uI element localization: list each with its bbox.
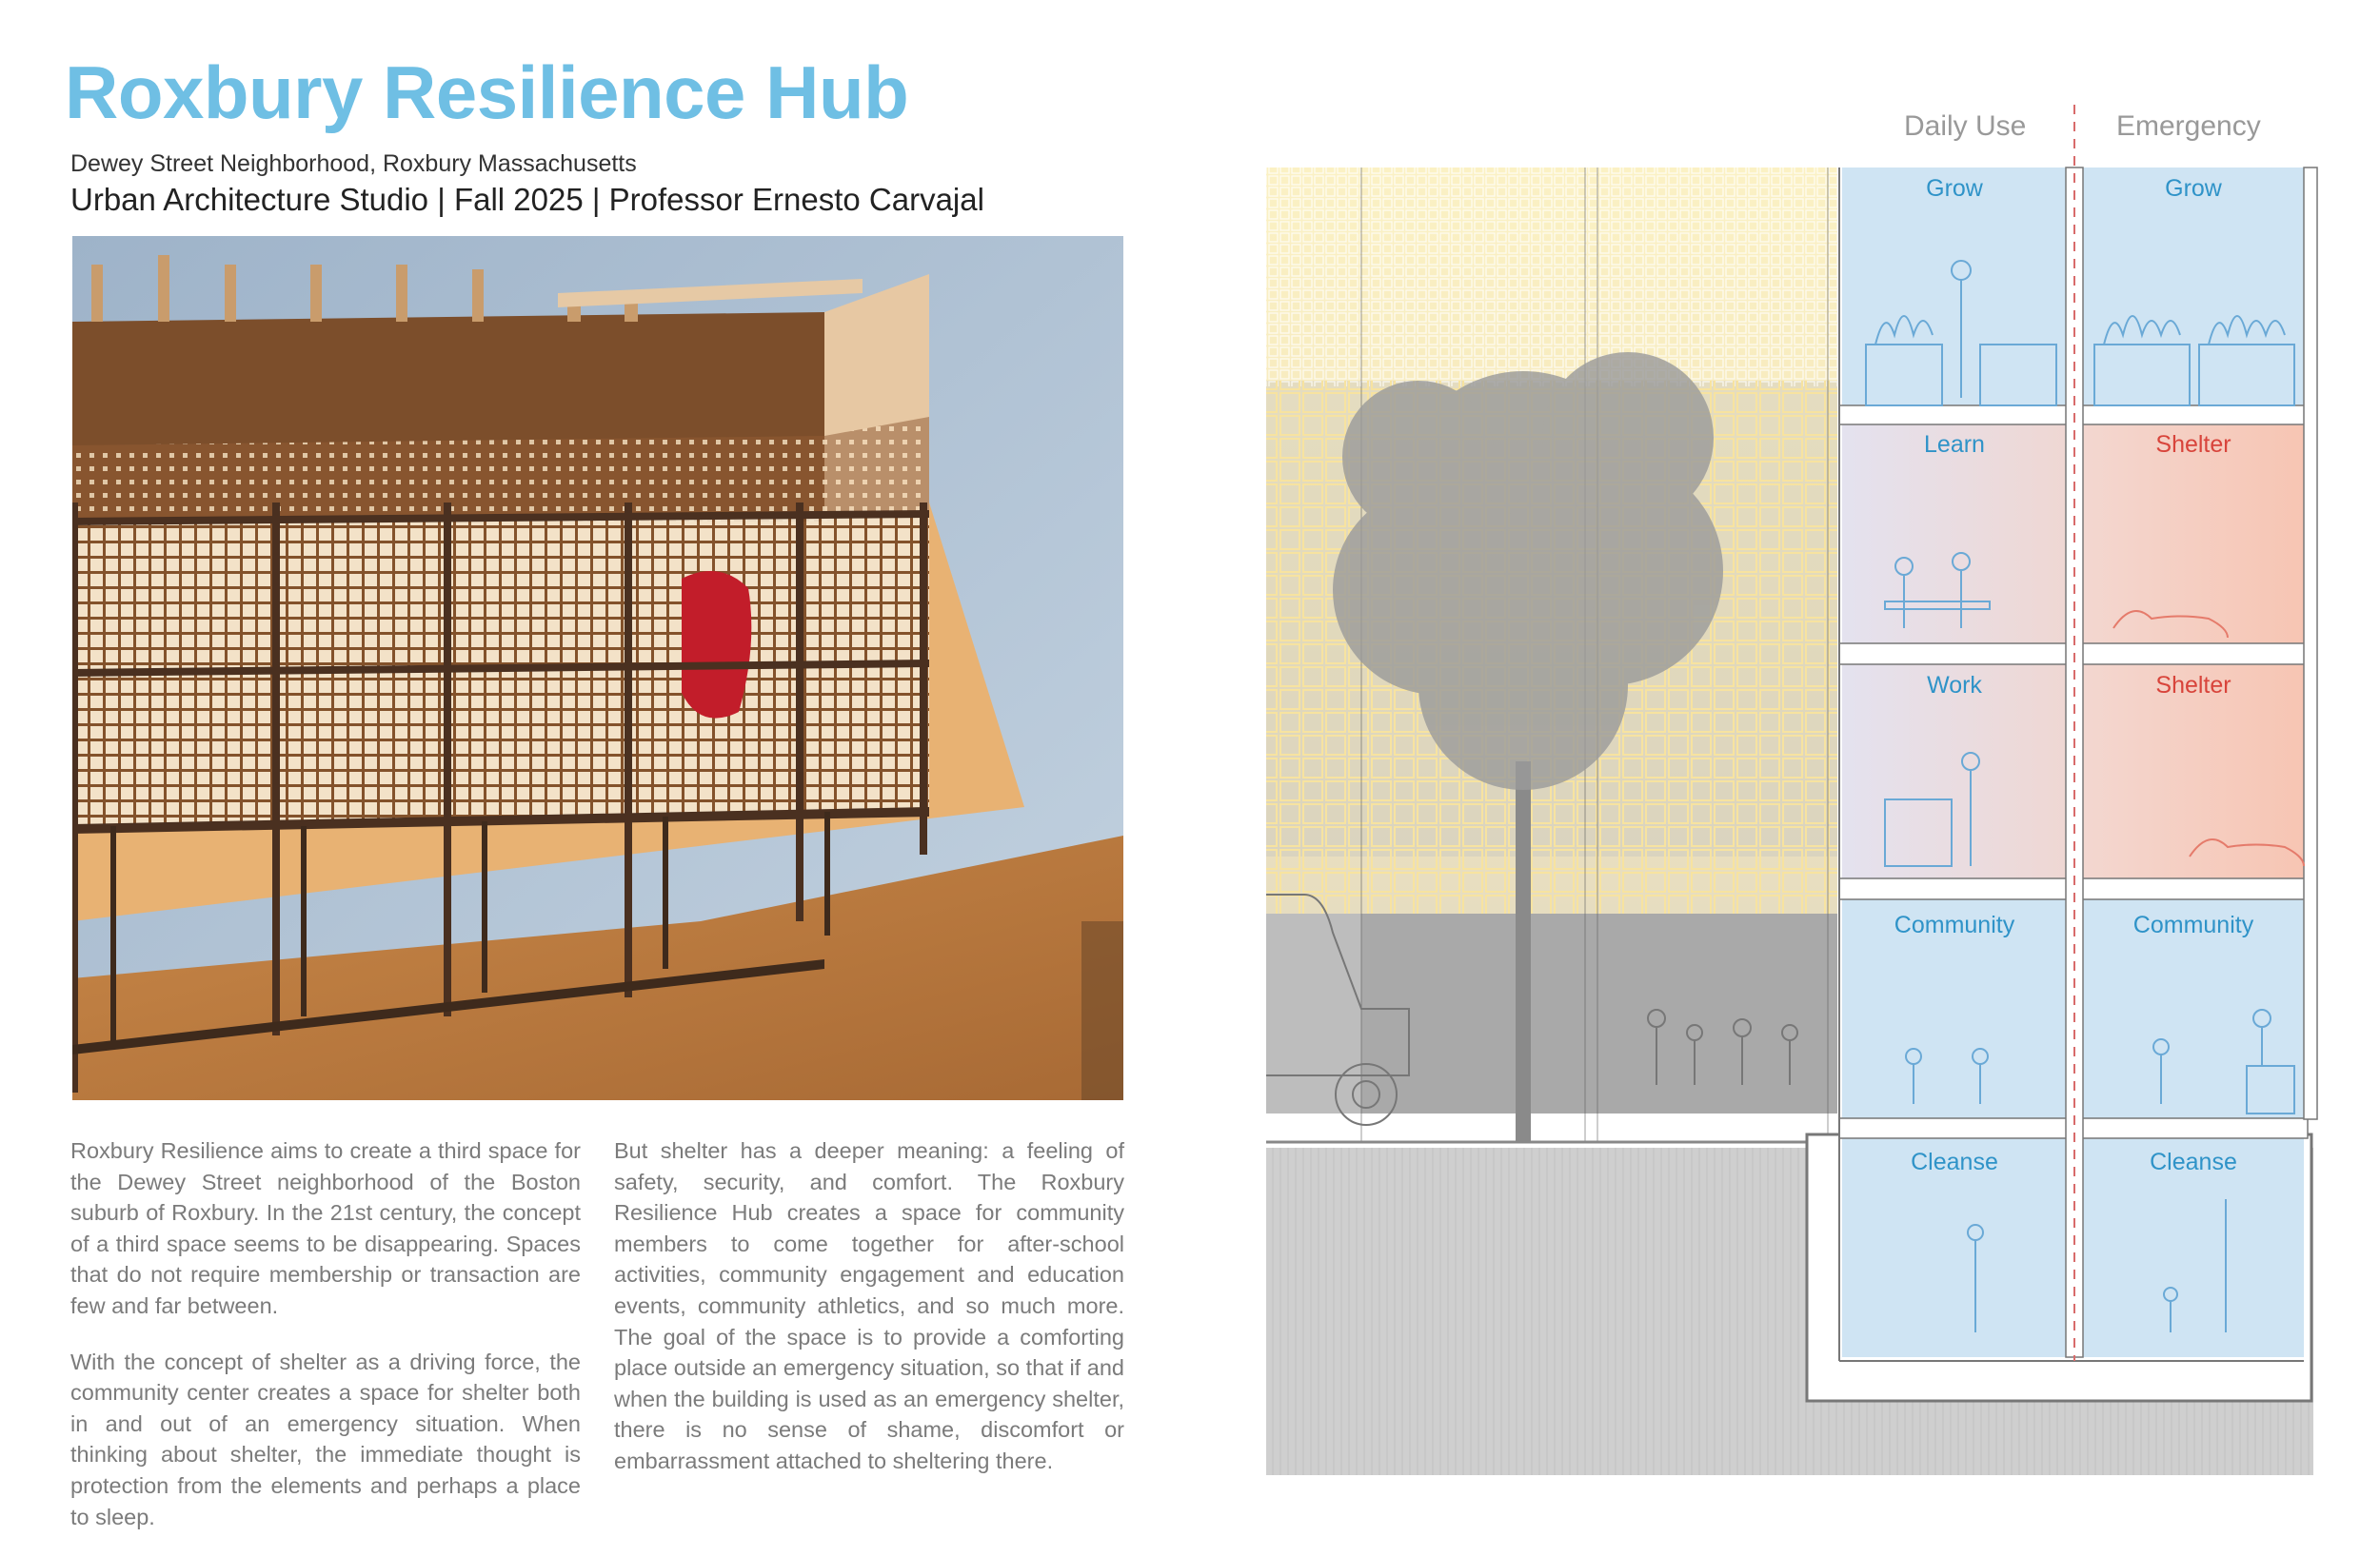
daily-community-label: Community: [1894, 912, 2015, 938]
daily-use-header: Daily Use: [1904, 110, 2027, 142]
emergency-shelter-label-2: Shelter: [2155, 672, 2231, 699]
daily-learn-label: Learn: [1924, 431, 1985, 458]
emergency-grow-label: Grow: [2165, 175, 2222, 202]
emergency-shelter-label-1: Shelter: [2155, 431, 2231, 458]
emergency-header: Emergency: [2116, 110, 2261, 142]
model-photo: [72, 236, 1123, 1100]
emergency-community-label: Community: [2132, 912, 2254, 938]
page-title: Roxbury Resilience Hub: [65, 50, 909, 134]
body-text-column-2: [614, 1135, 1124, 1502]
location-subtitle: Dewey Street Neighborhood, Roxbury Massachusetts: [70, 150, 637, 177]
daily-grow-label: Grow: [1926, 175, 1983, 202]
course-subtitle: Urban Architecture Studio | Fall 2025 | Professor Ernesto Carvajal: [70, 182, 984, 217]
emergency-cleanse-label: Cleanse: [2150, 1149, 2237, 1175]
daily-cleanse-label: Cleanse: [1911, 1149, 1998, 1175]
paragraph-intro: Roxbury Resilience aims to create a third space for the Dewey Street neighborhood of the Boston suburb of Roxbury. In the 21st century, the concept of a third space seems to be disappearing. Spaces that do not require membership or transaction are few and far between.: [70, 1138, 581, 1318]
paragraph-meaning: But shelter has a deeper meaning: a feeling of safety, security, and comfort. The Roxbury Resilience Hub creates a space for community members to come together for after-school activities, community engagement and education events, community athletics, and so much more. The goal of the space is to provide a comforting place outside an emergency situation, so that if and when the building is used as an emergency shelter, there is no sense of shame, discomfort or embarrassment attached to sheltering there.: [614, 1138, 1124, 1473]
paragraph-shelter: With the concept of shelter as a driving force, the community center creates a space for shelter both in and out of an emergency situation. When thinking about shelter, the immediate thought is protection from the elements and perhaps a place to sleep.: [70, 1349, 581, 1529]
daily-work-label: Work: [1927, 672, 1982, 699]
body-text-column-1: [70, 1135, 581, 1557]
section-drawing: [1257, 95, 2323, 1485]
